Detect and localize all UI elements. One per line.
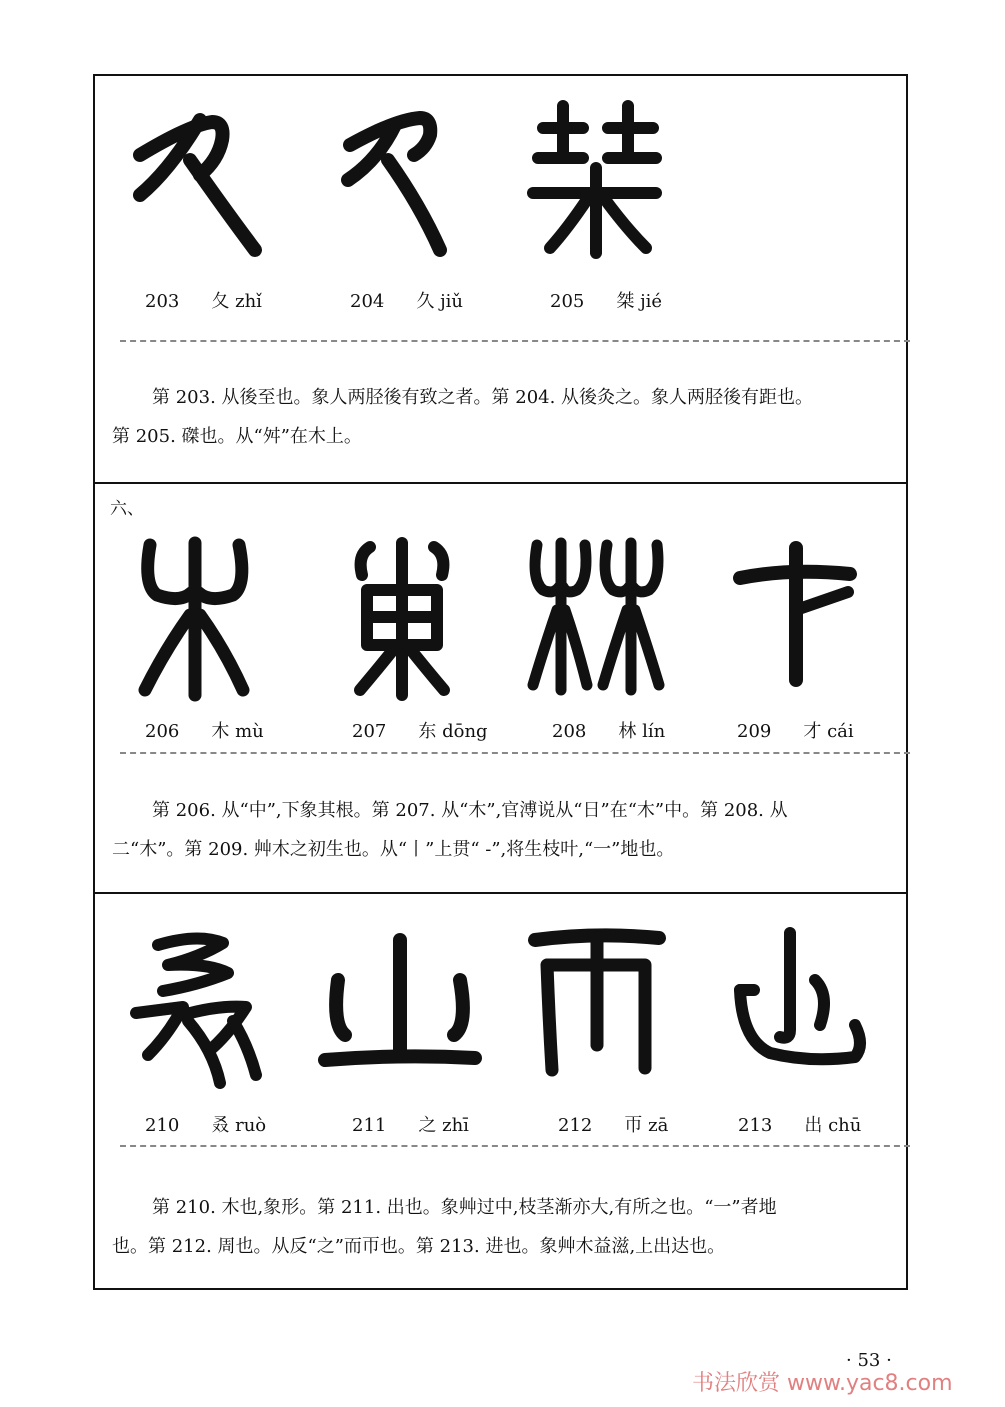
entry-number: 208 (552, 721, 587, 742)
entry-number: 209 (737, 721, 772, 742)
entry-character: 东 (418, 721, 437, 742)
entry-number: 212 (558, 1115, 593, 1136)
entry-pinyin: jiǔ (440, 291, 464, 312)
entry-pinyin: chū (828, 1115, 862, 1136)
explanation-paragraph-1 (112, 378, 892, 456)
entry-caption-204 (350, 287, 463, 313)
entry-number: 213 (738, 1115, 773, 1136)
seal-script-mu-glyph (135, 535, 255, 705)
site-watermark: 书法欣赏 www.yac8.com (692, 1371, 953, 1396)
dashed-divider (120, 340, 910, 342)
entry-caption-203 (145, 287, 262, 313)
entry-number: 204 (350, 291, 385, 312)
entry-number: 203 (145, 291, 180, 312)
entry-pinyin: jié (640, 291, 663, 312)
entry-number: 211 (352, 1115, 387, 1136)
entry-character: 夂 (211, 291, 230, 312)
entry-character: 木 (211, 721, 230, 742)
entry-caption-206 (145, 717, 264, 743)
explanation-line: 第 206. 从“中”,下象其根。第 207. 从“木”,官溥说从“日”在“木”中。第 208. 从 (152, 800, 788, 821)
entry-character: 才 (803, 721, 822, 742)
entry-caption-205 (550, 287, 662, 313)
entry-pinyin: ruò (235, 1115, 267, 1136)
seal-script-jie-glyph (528, 98, 663, 258)
explanation-line: 第 210. 木也,象形。第 211. 出也。象艸过中,枝茎渐亦大,有所之也。“一”者地 (152, 1197, 777, 1218)
seal-script-jiu-glyph (340, 100, 460, 260)
explanation-line: 第 203. 从後至也。象人两胫後有致之者。第 204. 从後灸之。象人两胫後有距也。 (152, 387, 814, 408)
entry-number: 205 (550, 291, 585, 312)
entry-pinyin: zhī (442, 1115, 469, 1136)
seal-script-cai-glyph (730, 540, 860, 690)
explanation-line: 二“木”。第 209. 艸木之初生也。从“丨”上贯“ -”,将生枝叶,“一”地也。 (112, 839, 675, 860)
dashed-divider (120, 752, 910, 754)
entry-character: 出 (804, 1115, 823, 1136)
entry-pinyin: zhǐ (235, 291, 262, 312)
entry-character: 之 (418, 1115, 437, 1136)
entry-pinyin: zā (648, 1115, 669, 1136)
entry-pinyin: lín (642, 721, 666, 742)
dashed-divider (120, 1145, 910, 1147)
entry-character: 帀 (624, 1115, 643, 1136)
entry-pinyin: mù (235, 721, 264, 742)
explanation-paragraph-2 (112, 791, 892, 869)
entry-caption-208 (552, 717, 665, 743)
entry-caption-213 (738, 1111, 861, 1137)
entry-pinyin: cái (827, 721, 854, 742)
section-mark: 六、 (110, 499, 144, 519)
entry-character: 林 (618, 721, 637, 742)
entry-number: 206 (145, 721, 180, 742)
seal-script-zhi-glyph (130, 100, 270, 265)
seal-script-chu-glyph (730, 925, 870, 1070)
entry-pinyin: dōng (442, 721, 488, 742)
explanation-line: 第 205. 磔也。从“舛”在木上。 (112, 426, 362, 447)
seal-script-lin-glyph (525, 535, 670, 700)
seal-script-za-glyph (527, 920, 667, 1080)
entry-character: 桀 (616, 291, 635, 312)
seal-script-dong-glyph (342, 535, 462, 705)
entry-character: 叒 (211, 1115, 230, 1136)
entry-caption-207 (352, 717, 488, 743)
entry-caption-212 (558, 1111, 668, 1137)
entry-number: 210 (145, 1115, 180, 1136)
seal-script-zhi2-glyph (320, 930, 480, 1080)
entry-caption-209 (737, 717, 854, 743)
entry-character: 久 (416, 291, 435, 312)
entry-caption-210 (145, 1111, 266, 1137)
entry-caption-211 (352, 1111, 469, 1137)
explanation-paragraph-3 (112, 1188, 892, 1266)
entry-number: 207 (352, 721, 387, 742)
explanation-line: 也。第 212. 周也。从反“之”而帀也。第 213. 进也。象艸木益滋,上出达也。 (112, 1236, 726, 1257)
page-number: · 53 · (846, 1350, 892, 1371)
seal-script-ruo-glyph (128, 925, 268, 1090)
